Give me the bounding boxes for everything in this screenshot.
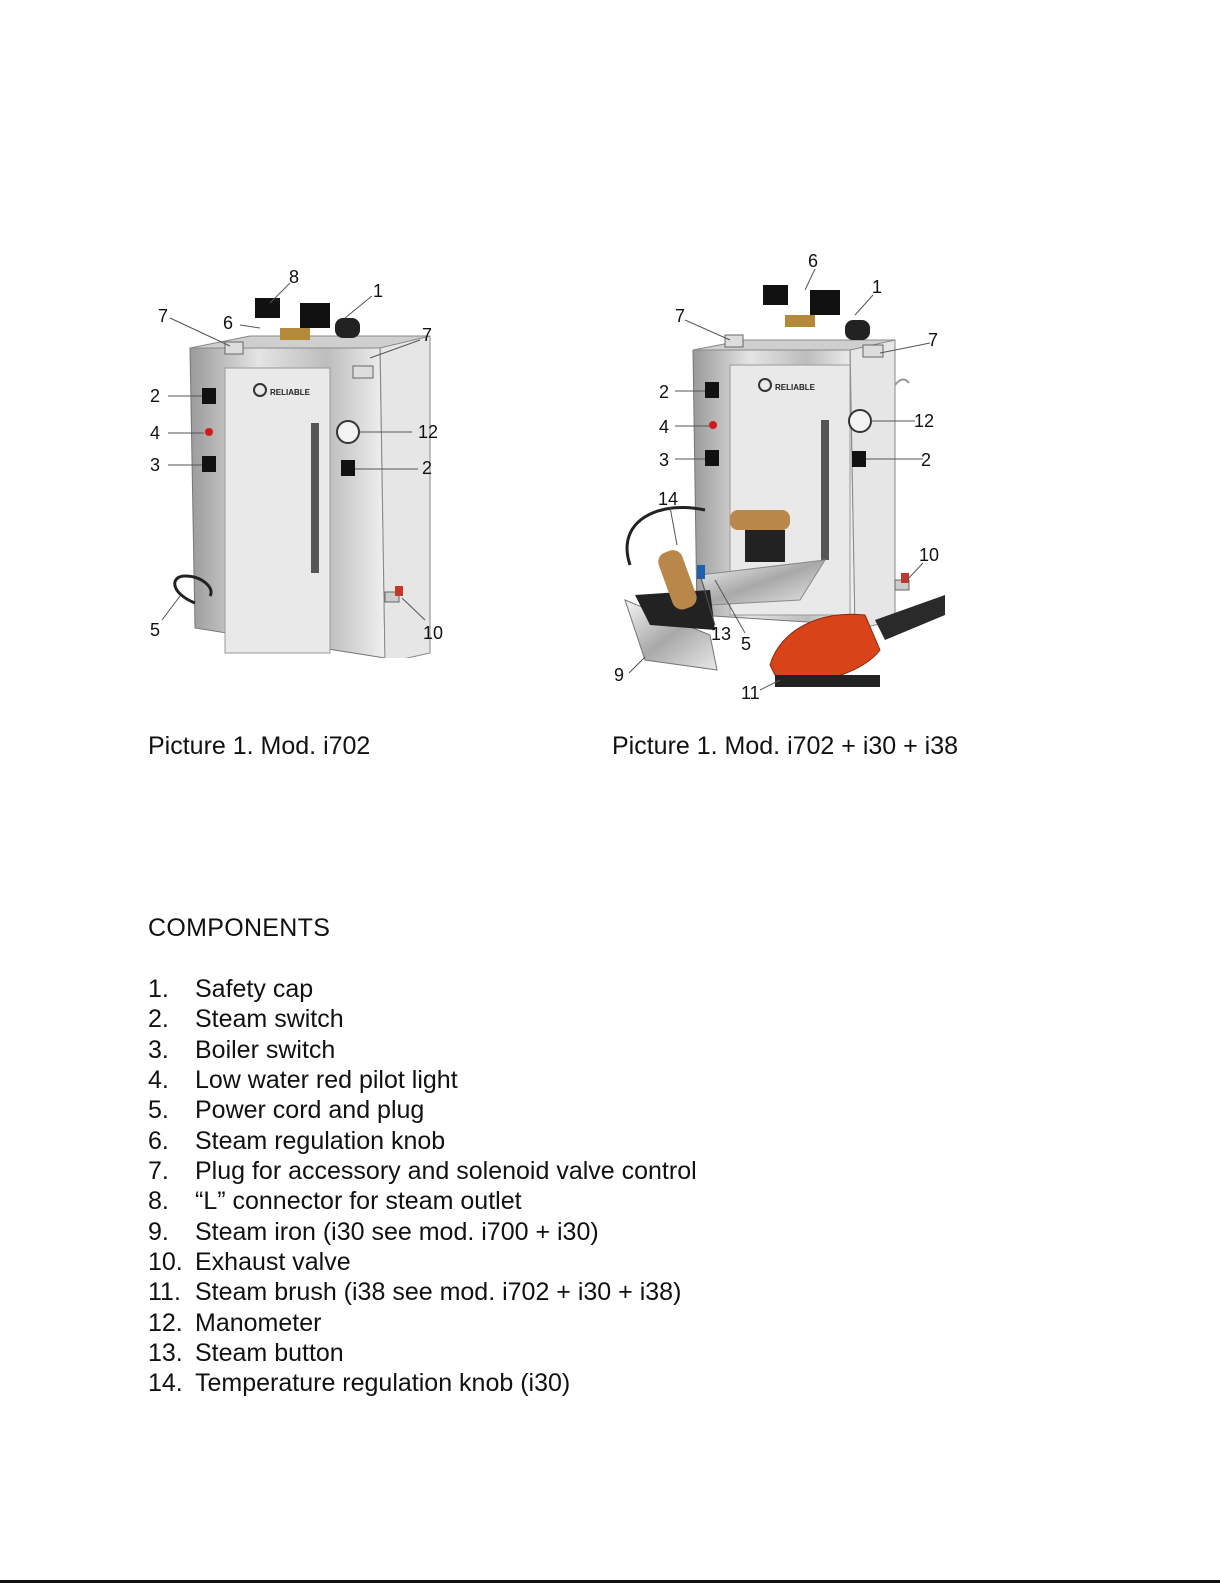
item-label: “L” connector for steam outlet [195,1187,522,1216]
list-item [148,1217,697,1247]
callout-label: 11 [741,683,760,703]
list-item [148,1156,697,1186]
callout-label: 1 [373,281,384,301]
list-item [148,1247,697,1277]
callout-label: 5 [741,634,752,654]
list-item [148,1095,697,1125]
callout-label: 7 [158,306,169,326]
callout-label: 6 [223,313,234,333]
callout-label: 2 [422,458,433,478]
item-number: 5. [148,1096,169,1125]
item-number: 9. [148,1217,169,1246]
list-item [148,974,697,1004]
item-label: Plug for accessory and solenoid valve control [195,1157,697,1186]
callout-label: 4 [659,417,670,437]
item-number: 13. [148,1339,183,1368]
list-item [148,1277,697,1307]
callout-label: 1 [872,277,883,297]
item-number: 11. [148,1278,181,1307]
brand-label: RELIABLE [270,388,310,397]
item-number: 10. [148,1248,183,1277]
callout-label: 7 [928,330,939,350]
callout-label: 3 [150,455,161,475]
steam-generator-illustration [140,258,470,658]
list-item [148,1338,697,1368]
item-label: Steam regulation knob [195,1126,446,1155]
item-label: Low water red pilot light [195,1066,458,1095]
list-item [148,1035,697,1065]
callout-label: 13 [711,624,732,644]
callout-label: 9 [614,665,625,685]
item-number: 6. [148,1126,169,1155]
item-number: 12. [148,1308,183,1337]
callout-label: 10 [919,545,940,565]
item-label: Boiler switch [195,1035,336,1064]
list-item [148,1308,697,1338]
item-number: 1. [148,975,169,1003]
item-label: Temperature regulation knob (i30) [195,1369,571,1398]
callout-label: 2 [150,386,161,406]
figure-caption-i702: Picture 1. Mod. i702 [148,732,371,760]
list-item [148,1065,697,1095]
item-label: Safety cap [195,975,314,1003]
item-number: 7. [148,1157,169,1186]
item-number: 4. [148,1066,169,1095]
callout-label: 4 [150,423,161,443]
figure-caption-i702-i30-i38: Picture 1. Mod. i702 + i30 + i38 [612,732,959,760]
brand-label: RELIABLE [775,383,815,392]
item-number: 3. [148,1035,169,1064]
item-number: 14. [148,1369,183,1398]
steam-generator-with-accessories-illustration [605,245,955,705]
callout-label: 3 [659,450,670,470]
callout-label: 12 [914,411,935,431]
item-label: Steam iron (i30 see mod. i700 + i30) [195,1217,599,1246]
item-label: Steam button [195,1339,344,1368]
callout-label: 14 [658,489,679,509]
list-item [148,1126,697,1156]
item-label: Power cord and plug [195,1096,425,1125]
figure-i702-i30-i38 [605,245,955,705]
callout-label: 12 [418,422,439,442]
item-label: Exhaust valve [195,1248,351,1277]
item-label: Steam brush (i38 see mod. i702 + i30 + i38) [195,1278,682,1307]
components-list [148,974,697,1399]
callout-label: 7 [675,306,686,326]
callout-label: 6 [808,251,819,271]
callout-label: 5 [150,620,161,640]
item-number: 8. [148,1187,169,1216]
callout-label: 8 [289,267,300,287]
list-item [148,1004,697,1034]
list-item [148,1186,697,1216]
callout-label: 2 [659,382,670,402]
components-heading: COMPONENTS [148,914,331,942]
item-number: 2. [148,1005,169,1034]
figure-i702 [140,258,470,658]
callout-label: 7 [422,325,433,345]
item-label: Steam switch [195,1005,344,1034]
callout-label: 2 [921,450,932,470]
callout-label: 10 [423,623,444,643]
list-item [148,1368,697,1398]
item-label: Manometer [195,1308,322,1337]
